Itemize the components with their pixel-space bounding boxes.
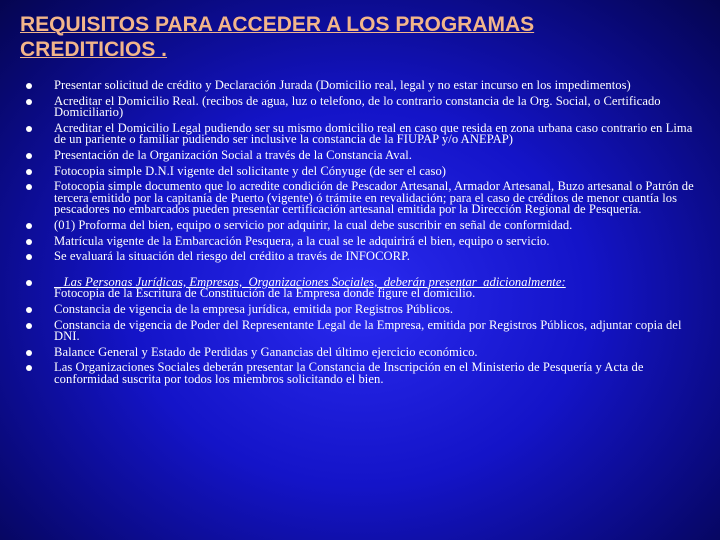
section2-heading: Las Personas Jurídicas, Empresas, Organizaciones Sociales, deberán presentar adicionalmente: <box>54 274 566 289</box>
bullet-icon <box>26 307 32 313</box>
title-line-1: REQUISITOS PARA ACCEDER A LOS PROGRAMAS <box>20 13 535 36</box>
list-item <box>26 80 696 92</box>
item-text: Fotocopia simple documento que lo acredite condición de Pescador Artesanal, Armador Artesanal, Buzo artesanal o Patrón de tercera emitido por la capitanía de Puerto (vigente) ó trámite en revalidación; para el caso de créditos de menor cuantía los pescadores no embarcados pueden presentar certificación artesanal emitida por la Dirección Regional de Pesquería. <box>54 179 694 217</box>
bullet-icon <box>26 184 32 190</box>
list-item <box>26 181 696 216</box>
list-item <box>26 301 696 316</box>
list-item <box>26 233 696 248</box>
list-item <box>26 362 696 385</box>
bullet-icon <box>26 323 32 329</box>
bullet-icon <box>26 350 32 356</box>
list-item <box>26 251 696 263</box>
requirements-list <box>26 80 696 389</box>
item-text: Presentación de la Organización Social a través de la Constancia Aval. <box>54 147 412 162</box>
list-item <box>26 163 696 178</box>
bullet-icon <box>26 280 32 286</box>
list-item <box>26 147 696 162</box>
list-item <box>26 217 696 232</box>
bullet-icon <box>26 254 32 260</box>
item-text: Fotocopia simple D.N.I vigente del solicitante y del Cónyuge (de ser el caso) <box>54 163 447 178</box>
list-item <box>26 344 696 359</box>
bullet-icon <box>26 239 32 245</box>
bullet-icon <box>26 83 32 89</box>
list-item <box>26 120 696 147</box>
title-line-2: CREDITICIOS . <box>20 38 168 61</box>
item-text: Presentar solicitud de crédito y Declaración Jurada (Domicilio real, legal y no estar incurso en los impedimentos) <box>54 78 631 92</box>
list-item <box>26 93 696 120</box>
slide-title <box>20 12 710 62</box>
item-text: Acreditar el Domicilio Legal pudiendo ser su mismo domicilio real en caso que resida en zona urbana caso contrario en Lima de un pariente o familiar pudiendo ser inclusive la constancia de la FIUPAP y/o ANEPAP) <box>54 120 693 147</box>
bullet-icon <box>26 99 32 105</box>
item-text: Las Organizaciones Sociales deberán presentar la Constancia de Inscripción en el Ministerio de Pesquería y Acta de conformidad suscrita por todos los miembros solicitando el bien. <box>54 360 644 386</box>
item-text: Fotocopia de la Escritura de Constitución de la Empresa donde figure el domicilio. <box>54 286 476 301</box>
bullet-icon <box>26 153 32 159</box>
item-text: Balance General y Estado de Perdidas y Ganancias del último ejercicio económico. <box>54 344 478 359</box>
bullet-icon <box>26 223 32 229</box>
item-text: Constancia de vigencia de Poder del Representante Legal de la Empresa, emitida por Registros Públicos, adjuntar copia del DNI. <box>54 317 682 344</box>
bullet-icon <box>26 169 32 175</box>
item-text: Matrícula vigente de la Embarcación Pesquera, a la cual se le adquirirá el bien, equipo o servicio. <box>54 233 550 248</box>
item-text: Acreditar el Domicilio Real. (recibos de agua, luz o telefono, de lo contrario constancia de la Org. Social, o Certificado Domiciliario) <box>54 93 661 120</box>
bullet-icon <box>26 365 32 371</box>
list-item-legal-entities <box>26 274 696 301</box>
list-item <box>26 317 696 344</box>
item-text: Constancia de vigencia de la empresa jurídica, emitida por Registros Públicos. <box>54 301 454 316</box>
item-text: Se evaluará la situación del riesgo del crédito a través de INFOCORP. <box>54 249 410 264</box>
item-text: (01) Proforma del bien, equipo o servicio por adquirir, la cual debe suscribir en señal de conformidad. <box>54 217 573 232</box>
bullet-icon <box>26 126 32 132</box>
